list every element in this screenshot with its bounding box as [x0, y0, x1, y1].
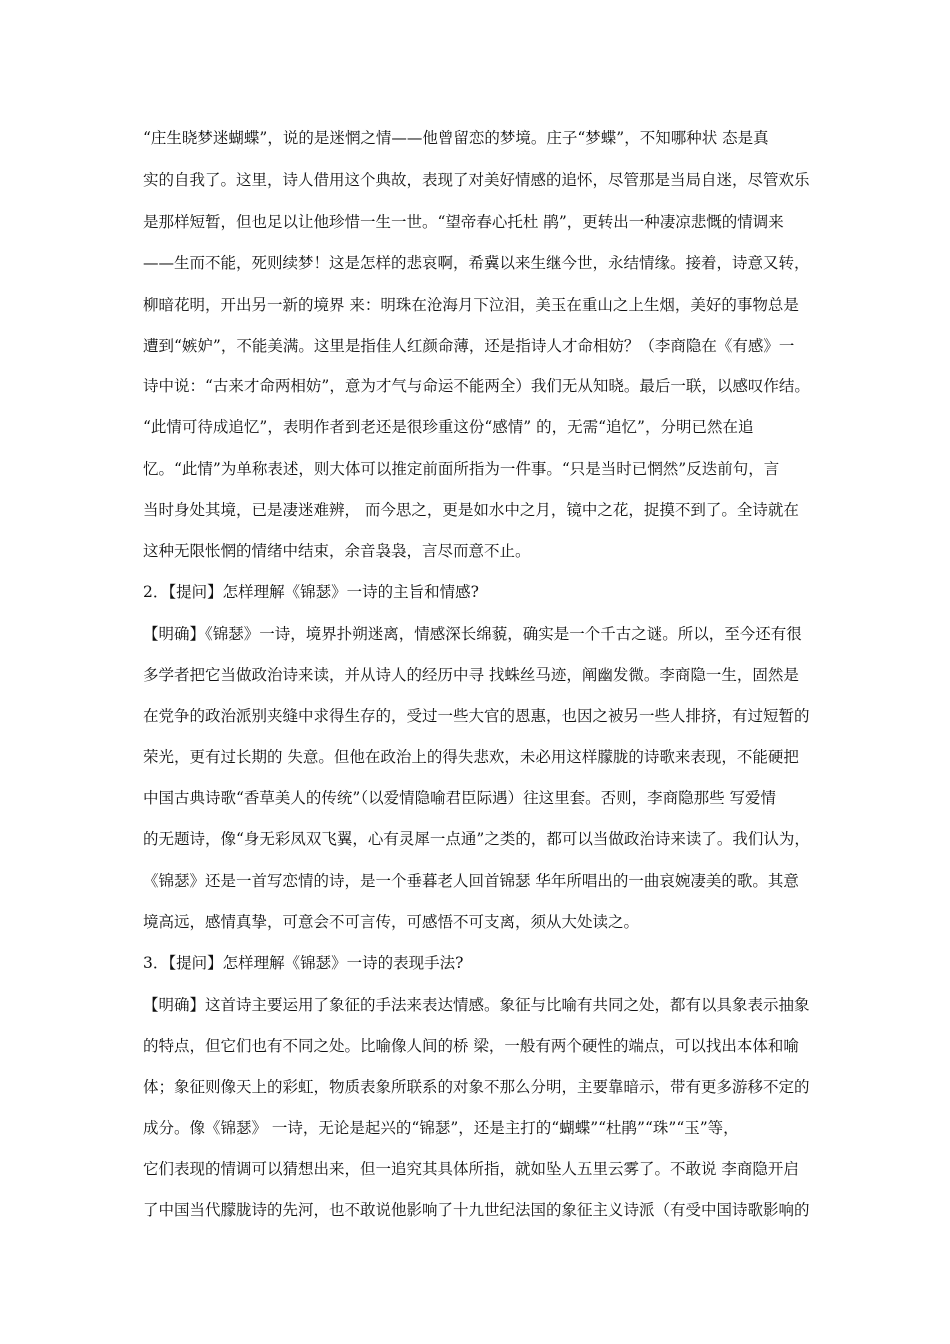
text-line: 【明确】《锦瑟》一诗，境界扑朔迷离，情感深长绵藐，确实是一个千古之谜。所以，至今还有很: [143, 625, 802, 643]
text-line: 《锦瑟》还是一首写恋情的诗，是一个垂暮老人回首锦瑟 华年所唱出的一曲哀婉凄美的歌。其意: [143, 872, 799, 890]
text-line: 是那样短暂，但也足以让他珍惜一生一世。“望帝春心托杜 鹃”，更转出一种凄凉悲慨的情调来: [143, 213, 784, 231]
text-line: 忆。“此情”为单称表述，则大体可以推定前面所指为一件事。“只是当时已惘然”反迭前句，言: [143, 460, 780, 478]
text-line: 的特点，但它们也有不同之处。比喻像人间的桥 梁，一般有两个硬性的端点，可以找出本体和喻: [143, 1037, 799, 1055]
text-line: 诗中说：“古来才命两相妨”，意为才气与命运不能两全）我们无从知晓。最后一联，以感叹作结。: [143, 377, 810, 395]
text-line: 的无题诗，像“身无彩凤双飞翼，心有灵犀一点通”之类的，都可以当做政治诗来读了。我们认为，: [143, 830, 810, 848]
text-line: 了中国当代朦胧诗的先河，也不敢说他影响了十九世纪法国的象征主义诗派（有受中国诗歌影响的: [143, 1201, 810, 1219]
text-line: 在党争的政治派别夹缝中求得生存的，受过一些大官的恩惠，也因之被另一些人排挤，有过短暂的: [143, 707, 810, 725]
text-line: 柳暗花明，开出另一新的境界 来：明珠在沧海月下泣泪，美玉在重山之上生烟，美好的事物总是: [143, 296, 799, 314]
text-line: 实的自我了。这里，诗人借用这个典故，表现了对美好情感的追怀，尽管那是当局自迷，尽管欢乐: [143, 171, 810, 189]
text-line: 多学者把它当做政治诗来读，并从诗人的经历中寻 找蛛丝马迹，阐幽发微。李商隐一生，固然是: [143, 666, 799, 684]
text-line: 体；象征则像天上的彩虹，物质表象所联系的对象不那么分明，主要靠暗示，带有更多游移不定的: [143, 1078, 810, 1096]
text-line: 境高远，感情真挚，可意会不可言传，可感悟不可支离，须从大处读之。: [143, 913, 640, 931]
text-line: 这种无限怅惘的情绪中结束，余音袅袅，言尽而意不止。: [143, 542, 531, 560]
text-line: “此情可待成追忆”，表明作者到老还是很珍重这份“感情” 的，无需“追忆”，分明已然在追: [143, 418, 754, 436]
text-line: 中国古典诗歌“香草美人的传统”（以爱情隐喻君臣际遇）往这里套。否则，李商隐那些 写爱情: [143, 789, 777, 807]
text-line: 荣光，更有过长期的 失意。但他在政治上的得失悲欢，未必用这样朦胧的诗歌来表现，不能硬把: [143, 748, 799, 766]
text-line: 它们表现的情调可以猜想出来，但一追究其具体所指，就如坠人五里云雾了。不敢说 李商隐开启: [143, 1160, 799, 1178]
text-line: ——生而不能，死则续梦！这是怎样的悲哀啊，希冀以来生继今世，永结情缘。接着，诗意又转，: [143, 254, 810, 272]
question-heading: 3．【提问】怎样理解《锦瑟》一诗的表现手法?: [143, 954, 464, 972]
text-line: 【明确】这首诗主要运用了象征的手法来表达情感。象征与比喻有共同之处，都有以具象表示抽象: [143, 996, 810, 1014]
text-line: 遭到“嫉妒”，不能美满。这里是指佳人红颜命薄，还是指诗人才命相妨？（李商隐在《有感》一: [143, 337, 795, 355]
question-heading: 2．【提问】怎样理解《锦瑟》一诗的主旨和情感?: [143, 583, 479, 601]
text-line: “庄生晓梦迷蝴蝶”，说的是迷惘之情——他曾留恋的梦境。庄子“梦蝶”，不知哪种状 态是真: [143, 129, 769, 147]
text-line: 当时身处其境，已是凄迷难辨， 而今思之，更是如水中之月，镜中之花，捉摸不到了。全诗就在: [143, 501, 799, 519]
text-line: 成分。像《锦瑟》 一诗，无论是起兴的“锦瑟”，还是主打的“蝴蝶”“杜鹃”“珠”“玉”等，: [143, 1119, 739, 1137]
